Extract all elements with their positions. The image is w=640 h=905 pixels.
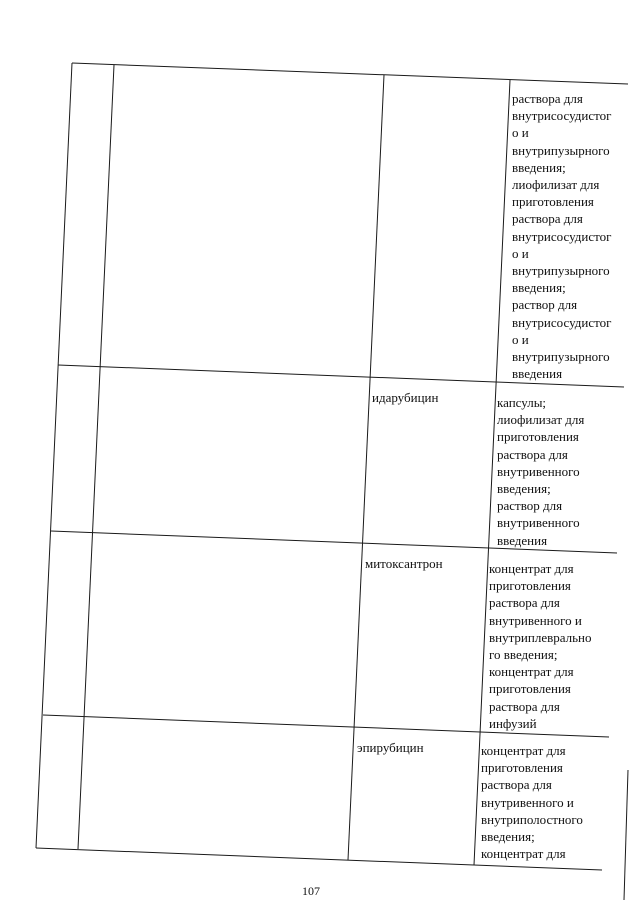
- dosage-form-cell: концентрат для приготовления раствора для внутривенного и внутриплеврально го введения; концентрат для приготовления раствора для инфузий: [489, 561, 592, 731]
- drug-name-cell: идарубицин: [372, 390, 439, 405]
- table-left-border: [36, 63, 72, 848]
- table-top-border: [72, 63, 628, 84]
- drug-name-cell: эпирубицин: [357, 740, 424, 755]
- dosage-form-cell: раствора для внутрисосудистог о и внутрипузырного введения; лиофилизат для приготовления раствора для внутрисосудистог о и внутрипузырного введения; раствор для внутрисосудистог о и внутрипузырного введения: [512, 91, 612, 382]
- drug-name-cell: митоксантрон: [365, 556, 443, 571]
- table-right-border: [624, 770, 628, 900]
- page-number: 107: [302, 884, 320, 898]
- column-separator-1: [78, 65, 114, 849]
- dosage-form-cell: концентрат для приготовления раствора для внутривенного и внутриполостного введения; концентрат для: [481, 743, 583, 862]
- dosage-form-cell: капсулы; лиофилизат для приготовления раствора для внутривенного введения; раствор для внутривенного введения: [497, 395, 585, 548]
